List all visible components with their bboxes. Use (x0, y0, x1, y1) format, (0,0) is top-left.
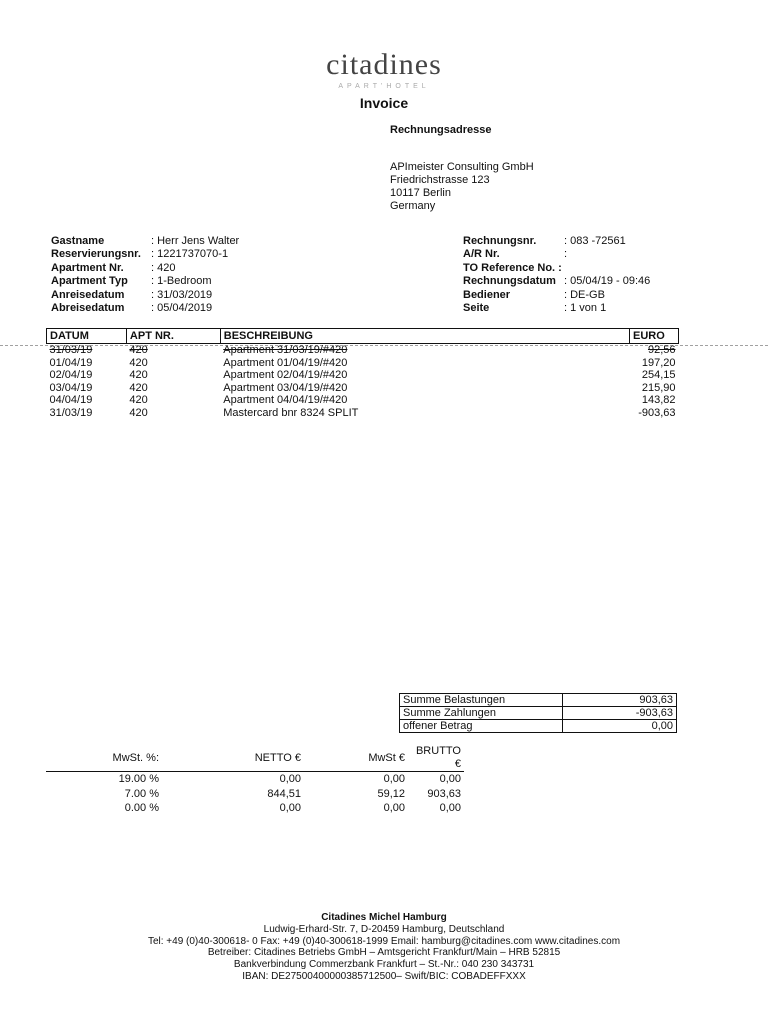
column-header-description: BESCHREIBUNG (220, 329, 629, 344)
guest-info-label: Anreisedatum (51, 288, 125, 301)
invoice-info-row (463, 235, 650, 248)
invoice-info-label: Seite (463, 302, 490, 315)
cell-apt: 420 (129, 381, 148, 394)
footer-line: Bankverbindung Commerzbank Frankfurt – St.-Nr.: 040 230 343731 (233, 959, 535, 971)
cell-date: 31/03/19 (49, 344, 93, 356)
cell-amount: 254,15 (641, 369, 676, 382)
cell-date: 01/04/19 (49, 356, 93, 369)
cell-date: 04/04/19 (49, 394, 93, 407)
summary-value: 903,63 (563, 694, 677, 707)
summary-label: Summe Zahlungen (400, 707, 563, 720)
summary-row (400, 707, 677, 720)
footer-line: Tel: +49 (0)40-300618- 0 Fax: +49 (0)40-300618-1999 Email: hamburg@citadines.com www.citadines.com (147, 935, 621, 947)
invoice-info-row (463, 248, 650, 261)
table-row (47, 407, 679, 420)
vat-header-row (46, 745, 464, 772)
cell-amount: 143,82 (641, 394, 676, 407)
guest-info-row (51, 302, 239, 315)
vat-header-rate: MwSt. %: (46, 745, 162, 772)
guest-info-value: : 1-Bedroom (151, 275, 212, 288)
vat-header-gross: BRUTTO € (408, 745, 464, 772)
cell-apt: 420 (129, 406, 148, 419)
cell-date: 31/03/19 (49, 406, 93, 419)
billing-line: APImeister Consulting GmbH (390, 161, 534, 173)
cell-amount: 92,56 (647, 344, 676, 356)
cell-description: Apartment 03/04/19/#420 (223, 381, 348, 394)
vat-table (46, 745, 464, 816)
table-row (47, 394, 679, 407)
guest-info (51, 235, 239, 315)
vat-tax: 0,00 (383, 773, 405, 785)
invoice-info-value: : 083 -72561 (564, 235, 626, 247)
guest-info-row (51, 248, 239, 261)
guest-info-row (51, 235, 239, 248)
footer-line: IBAN: DE27500400000385712500– Swift/BIC: COBADEFFXXX (242, 970, 526, 982)
invoice-info-row (463, 275, 650, 288)
cell-amount: 197,20 (641, 356, 676, 369)
billing-address-heading: Rechnungsadresse (390, 124, 492, 136)
vat-header-tax: MwSt € (304, 745, 408, 772)
summary-row (400, 720, 677, 733)
brand-logo: citadines (326, 48, 442, 81)
line-items-table (46, 328, 679, 420)
table-row (47, 369, 679, 382)
table-header-row (47, 329, 679, 344)
cell-apt: 420 (129, 344, 148, 356)
guest-info-label: Apartment Typ (51, 275, 128, 288)
invoice-info-value: : (564, 248, 568, 261)
invoice-info-label: Rechnungsdatum (463, 275, 556, 288)
invoice-info-label: Bediener (463, 288, 511, 301)
billing-line: Germany (390, 200, 436, 212)
footer-company-name: Citadines Michel Hamburg (321, 912, 447, 923)
cell-date: 02/04/19 (49, 369, 93, 382)
vat-net: 0,00 (279, 802, 301, 814)
vat-rate: 19.00 % (118, 773, 159, 785)
cell-description: Apartment 31/03/19/#420 (223, 344, 348, 356)
summary-label: offener Betrag (400, 720, 563, 733)
cell-apt: 420 (129, 369, 148, 382)
table-row (47, 344, 679, 357)
invoice-info-value: : DE-GB (564, 288, 605, 301)
column-header-euro: EURO (629, 329, 678, 344)
vat-gross: 0,00 (439, 802, 461, 814)
cell-date: 03/04/19 (49, 381, 93, 394)
guest-info-value: : 420 (151, 261, 176, 274)
footer-line: Ludwig-Erhard-Str. 7, D-20459 Hamburg, Deutschland (263, 923, 505, 935)
guest-info-value: : 05/04/2019 (151, 302, 213, 315)
invoice-info-row (463, 302, 650, 315)
guest-info-value: : 31/03/2019 (151, 288, 213, 301)
cell-description: Apartment 02/04/19/#420 (223, 369, 348, 382)
vat-tax: 59,12 (377, 787, 405, 800)
vat-row (46, 787, 464, 802)
guest-info-row (51, 289, 239, 302)
guest-info-value: : Herr Jens Walter (151, 235, 240, 247)
summary-row (400, 694, 677, 707)
table-row (47, 357, 679, 370)
invoice-info-label: TO Reference No. : (463, 261, 562, 274)
column-header-date: DATUM (47, 329, 127, 344)
guest-info-label: Abreisedatum (51, 302, 125, 315)
guest-info-row (51, 275, 239, 288)
invoice-info-value: : 1 von 1 (564, 302, 607, 315)
summary-value: -903,63 (563, 707, 677, 720)
billing-address (390, 161, 534, 213)
footer-line: Betreiber: Citadines Betriebs GmbH – Amtsgericht Frankfurt/Main – HRB 52815 (207, 947, 561, 959)
cell-amount: 215,90 (641, 381, 676, 394)
document-title: Invoice (359, 95, 409, 111)
cell-description: Apartment 01/04/19/#420 (223, 356, 348, 369)
summary-value: 0,00 (563, 720, 677, 733)
vat-header-net: NETTO € (162, 745, 304, 772)
vat-rate: 0.00 % (124, 802, 159, 814)
cell-apt: 420 (129, 356, 148, 369)
brand-logo-subtitle: APART'HOTEL (338, 83, 430, 90)
vat-net: 0,00 (279, 773, 301, 785)
cell-description: Apartment 04/04/19/#420 (223, 394, 348, 407)
vat-gross: 0,00 (439, 773, 461, 785)
summary-label: Summe Belastungen (400, 694, 563, 707)
invoice-info-value: : 05/04/19 - 09:46 (564, 275, 651, 288)
vat-tax: 0,00 (383, 802, 405, 814)
invoice-info-row (463, 262, 650, 275)
guest-info-label: Gastname (51, 235, 105, 247)
table-row (47, 382, 679, 395)
billing-line: 10117 Berlin (390, 187, 451, 199)
invoice-info-row (463, 289, 650, 302)
footer (0, 912, 768, 983)
cell-description: Mastercard bnr 8324 SPLIT (223, 406, 359, 419)
column-header-apt: APT NR. (126, 329, 220, 344)
guest-info-row (51, 262, 239, 275)
invoice-info-label: A/R Nr. (463, 248, 500, 261)
vat-net: 844,51 (267, 787, 301, 800)
guest-info-label: Apartment Nr. (51, 261, 124, 274)
vat-gross: 903,63 (427, 787, 461, 800)
summary-table (399, 693, 677, 733)
vat-row (46, 801, 464, 816)
guest-info-label: Reservierungsnr. (51, 248, 141, 261)
billing-line: Friedrichstrasse 123 (390, 174, 490, 186)
vat-rate: 7.00 % (124, 787, 159, 800)
cell-apt: 420 (129, 394, 148, 407)
vat-row (46, 772, 464, 787)
cell-amount: -903,63 (638, 406, 676, 419)
invoice-info-label: Rechnungsnr. (463, 235, 537, 247)
invoice-info (463, 235, 650, 315)
guest-info-value: : 1221737070-1 (151, 248, 229, 261)
